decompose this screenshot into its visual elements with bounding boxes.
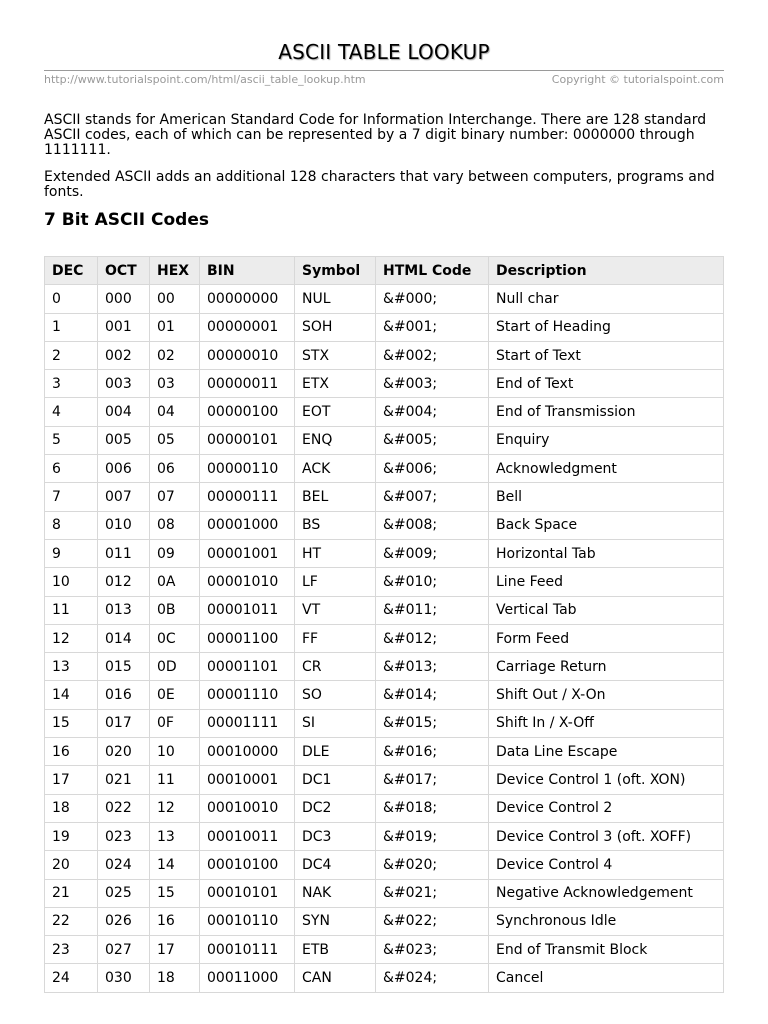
table-cell: End of Transmit Block bbox=[489, 936, 724, 964]
table-cell: 0A bbox=[150, 568, 200, 596]
table-cell: 00001110 bbox=[200, 681, 295, 709]
table-cell: 23 bbox=[45, 936, 98, 964]
table-cell: &#007; bbox=[376, 483, 489, 511]
table-cell: BS bbox=[295, 511, 376, 539]
table-cell: 18 bbox=[45, 794, 98, 822]
table-row bbox=[45, 822, 724, 850]
page-title: ASCII TABLE LOOKUP bbox=[278, 40, 490, 64]
table-cell: Back Space bbox=[489, 511, 724, 539]
table-cell: 18 bbox=[150, 964, 200, 992]
table-cell: 003 bbox=[98, 370, 150, 398]
table-cell: 6 bbox=[45, 455, 98, 483]
table-row bbox=[45, 681, 724, 709]
table-cell: &#021; bbox=[376, 879, 489, 907]
table-cell: 00010010 bbox=[200, 794, 295, 822]
table-cell: End of Transmission bbox=[489, 398, 724, 426]
table-body bbox=[45, 285, 724, 992]
table-cell: Horizontal Tab bbox=[489, 539, 724, 567]
table-cell: 00000111 bbox=[200, 483, 295, 511]
table-cell: EOT bbox=[295, 398, 376, 426]
table-row bbox=[45, 879, 724, 907]
table-row bbox=[45, 370, 724, 398]
table-cell: VT bbox=[295, 596, 376, 624]
table-cell: 00001011 bbox=[200, 596, 295, 624]
table-cell: Device Control 1 (oft. XON) bbox=[489, 766, 724, 794]
ascii-table bbox=[44, 256, 724, 993]
table-cell: 005 bbox=[98, 426, 150, 454]
table-cell: 021 bbox=[98, 766, 150, 794]
table-cell: 0C bbox=[150, 624, 200, 652]
table-cell: 00001001 bbox=[200, 539, 295, 567]
table-cell: 010 bbox=[98, 511, 150, 539]
table-cell: DC1 bbox=[295, 766, 376, 794]
table-cell: 13 bbox=[45, 653, 98, 681]
table-cell: &#008; bbox=[376, 511, 489, 539]
header-divider bbox=[44, 70, 724, 71]
table-cell: 07 bbox=[150, 483, 200, 511]
table-cell: Acknowledgment bbox=[489, 455, 724, 483]
table-cell: 0F bbox=[150, 709, 200, 737]
table-cell: 00001111 bbox=[200, 709, 295, 737]
table-cell: Start of Heading bbox=[489, 313, 724, 341]
table-cell: Form Feed bbox=[489, 624, 724, 652]
table-cell: &#004; bbox=[376, 398, 489, 426]
table-cell: 00010101 bbox=[200, 879, 295, 907]
table-cell: &#000; bbox=[376, 285, 489, 313]
table-cell: LF bbox=[295, 568, 376, 596]
table-cell: 06 bbox=[150, 455, 200, 483]
copyright-notice: Copyright © tutorialspoint.com bbox=[551, 73, 724, 86]
table-cell: 00010000 bbox=[200, 738, 295, 766]
column-header: DEC bbox=[45, 257, 98, 285]
table-cell: 017 bbox=[98, 709, 150, 737]
table-cell: 00010100 bbox=[200, 851, 295, 879]
table-cell: &#020; bbox=[376, 851, 489, 879]
table-cell: &#014; bbox=[376, 681, 489, 709]
table-cell: Device Control 3 (oft. XOFF) bbox=[489, 822, 724, 850]
table-cell: 12 bbox=[150, 794, 200, 822]
table-cell: 024 bbox=[98, 851, 150, 879]
table-cell: 24 bbox=[45, 964, 98, 992]
table-cell: &#023; bbox=[376, 936, 489, 964]
table-cell: 014 bbox=[98, 624, 150, 652]
column-header: OCT bbox=[98, 257, 150, 285]
table-cell: &#019; bbox=[376, 822, 489, 850]
table-cell: &#001; bbox=[376, 313, 489, 341]
extended-ascii-paragraph: Extended ASCII adds an additional 128 characters that vary between computers, programs and fonts. bbox=[44, 169, 715, 200]
column-header: HTML Code bbox=[376, 257, 489, 285]
table-cell: Enquiry bbox=[489, 426, 724, 454]
table-cell: 02 bbox=[150, 341, 200, 369]
table-cell: 00000000 bbox=[200, 285, 295, 313]
table-cell: SYN bbox=[295, 907, 376, 935]
table-cell: Cancel bbox=[489, 964, 724, 992]
table-cell: 004 bbox=[98, 398, 150, 426]
table-row bbox=[45, 851, 724, 879]
table-cell: 013 bbox=[98, 596, 150, 624]
table-cell: 10 bbox=[150, 738, 200, 766]
table-cell: 13 bbox=[150, 822, 200, 850]
table-cell: &#013; bbox=[376, 653, 489, 681]
table-row bbox=[45, 568, 724, 596]
table-cell: 0D bbox=[150, 653, 200, 681]
table-row bbox=[45, 907, 724, 935]
table-cell: Bell bbox=[489, 483, 724, 511]
table-cell: 00001101 bbox=[200, 653, 295, 681]
table-cell: DC4 bbox=[295, 851, 376, 879]
table-cell: &#006; bbox=[376, 455, 489, 483]
table-row bbox=[45, 455, 724, 483]
table-cell: End of Text bbox=[489, 370, 724, 398]
table-cell: 007 bbox=[98, 483, 150, 511]
table-cell: BEL bbox=[295, 483, 376, 511]
table-cell: ETB bbox=[295, 936, 376, 964]
table-cell: 015 bbox=[98, 653, 150, 681]
table-row bbox=[45, 398, 724, 426]
table-cell: 00001010 bbox=[200, 568, 295, 596]
table-cell: 17 bbox=[45, 766, 98, 794]
table-cell: Null char bbox=[489, 285, 724, 313]
table-cell: Data Line Escape bbox=[489, 738, 724, 766]
table-cell: &#022; bbox=[376, 907, 489, 935]
table-cell: 1 bbox=[45, 313, 98, 341]
table-cell: 001 bbox=[98, 313, 150, 341]
table-cell: Carriage Return bbox=[489, 653, 724, 681]
table-cell: 027 bbox=[98, 936, 150, 964]
table-cell: 020 bbox=[98, 738, 150, 766]
table-cell: 5 bbox=[45, 426, 98, 454]
table-cell: 00000110 bbox=[200, 455, 295, 483]
table-cell: 00000011 bbox=[200, 370, 295, 398]
table-cell: 0 bbox=[45, 285, 98, 313]
table-cell: 10 bbox=[45, 568, 98, 596]
table-cell: 20 bbox=[45, 851, 98, 879]
table-row bbox=[45, 539, 724, 567]
table-cell: 19 bbox=[45, 822, 98, 850]
table-cell: 09 bbox=[150, 539, 200, 567]
table-cell: Shift Out / X-On bbox=[489, 681, 724, 709]
table-cell: &#024; bbox=[376, 964, 489, 992]
table-row bbox=[45, 596, 724, 624]
table-cell: &#012; bbox=[376, 624, 489, 652]
table-cell: 00010111 bbox=[200, 936, 295, 964]
table-cell: 00011000 bbox=[200, 964, 295, 992]
table-cell: &#002; bbox=[376, 341, 489, 369]
table-cell: 00000100 bbox=[200, 398, 295, 426]
table-cell: ACK bbox=[295, 455, 376, 483]
table-cell: ENQ bbox=[295, 426, 376, 454]
table-row bbox=[45, 738, 724, 766]
source-url[interactable]: http://www.tutorialspoint.com/html/ascii_table_lookup.htm bbox=[44, 73, 366, 86]
table-cell: &#018; bbox=[376, 794, 489, 822]
table-cell: ETX bbox=[295, 370, 376, 398]
table-cell: 16 bbox=[150, 907, 200, 935]
table-cell: 03 bbox=[150, 370, 200, 398]
table-row bbox=[45, 341, 724, 369]
table-cell: 0E bbox=[150, 681, 200, 709]
table-cell: &#009; bbox=[376, 539, 489, 567]
table-cell: Shift In / X-Off bbox=[489, 709, 724, 737]
table-cell: 8 bbox=[45, 511, 98, 539]
table-cell: Synchronous Idle bbox=[489, 907, 724, 935]
table-row bbox=[45, 964, 724, 992]
table-cell: 14 bbox=[150, 851, 200, 879]
table-cell: 01 bbox=[150, 313, 200, 341]
table-cell: CAN bbox=[295, 964, 376, 992]
table-cell: 21 bbox=[45, 879, 98, 907]
table-row bbox=[45, 794, 724, 822]
table-cell: 002 bbox=[98, 341, 150, 369]
table-cell: 04 bbox=[150, 398, 200, 426]
table-cell: Device Control 2 bbox=[489, 794, 724, 822]
table-cell: 16 bbox=[45, 738, 98, 766]
table-row bbox=[45, 511, 724, 539]
table-cell: DLE bbox=[295, 738, 376, 766]
table-cell: 9 bbox=[45, 539, 98, 567]
table-cell: Device Control 4 bbox=[489, 851, 724, 879]
table-cell: STX bbox=[295, 341, 376, 369]
table-cell: 022 bbox=[98, 794, 150, 822]
table-cell: SI bbox=[295, 709, 376, 737]
table-cell: 00000101 bbox=[200, 426, 295, 454]
column-header: Description bbox=[489, 257, 724, 285]
table-cell: DC2 bbox=[295, 794, 376, 822]
table-cell: 00001000 bbox=[200, 511, 295, 539]
table-row bbox=[45, 624, 724, 652]
table-cell: 12 bbox=[45, 624, 98, 652]
column-header: Symbol bbox=[295, 257, 376, 285]
table-cell: HT bbox=[295, 539, 376, 567]
table-cell: 7 bbox=[45, 483, 98, 511]
table-row bbox=[45, 426, 724, 454]
table-cell: 2 bbox=[45, 341, 98, 369]
table-cell: 000 bbox=[98, 285, 150, 313]
table-cell: NAK bbox=[295, 879, 376, 907]
table-cell: 030 bbox=[98, 964, 150, 992]
table-cell: 05 bbox=[150, 426, 200, 454]
table-cell: 011 bbox=[98, 539, 150, 567]
table-cell: 026 bbox=[98, 907, 150, 935]
table-cell: 0B bbox=[150, 596, 200, 624]
table-cell: &#010; bbox=[376, 568, 489, 596]
table-cell: 4 bbox=[45, 398, 98, 426]
table-cell: DC3 bbox=[295, 822, 376, 850]
intro-paragraph: ASCII stands for American Standard Code for Information Interchange. There are 128 standard ASCII codes, each of which can be represented by a 7 digit binary number: 0000000 through 1111111. bbox=[44, 112, 707, 158]
table-header-row bbox=[45, 257, 724, 285]
table-cell: 00000010 bbox=[200, 341, 295, 369]
table-cell: 006 bbox=[98, 455, 150, 483]
table-cell: NUL bbox=[295, 285, 376, 313]
column-header: HEX bbox=[150, 257, 200, 285]
table-cell: 11 bbox=[45, 596, 98, 624]
table-cell: 15 bbox=[150, 879, 200, 907]
table-cell: Line Feed bbox=[489, 568, 724, 596]
table-row bbox=[45, 709, 724, 737]
table-cell: 00000001 bbox=[200, 313, 295, 341]
table-cell: 00010001 bbox=[200, 766, 295, 794]
table-cell: &#016; bbox=[376, 738, 489, 766]
table-cell: Negative Acknowledgement bbox=[489, 879, 724, 907]
table-cell: &#017; bbox=[376, 766, 489, 794]
table-cell: 016 bbox=[98, 681, 150, 709]
table-cell: 15 bbox=[45, 709, 98, 737]
table-row bbox=[45, 653, 724, 681]
table-cell: 012 bbox=[98, 568, 150, 596]
table-cell: 17 bbox=[150, 936, 200, 964]
table-cell: SO bbox=[295, 681, 376, 709]
table-cell: Start of Text bbox=[489, 341, 724, 369]
table-cell: FF bbox=[295, 624, 376, 652]
table-cell: 3 bbox=[45, 370, 98, 398]
table-cell: &#015; bbox=[376, 709, 489, 737]
table-cell: CR bbox=[295, 653, 376, 681]
table-row bbox=[45, 285, 724, 313]
table-cell: Vertical Tab bbox=[489, 596, 724, 624]
table-cell: 22 bbox=[45, 907, 98, 935]
column-header: BIN bbox=[200, 257, 295, 285]
table-cell: &#011; bbox=[376, 596, 489, 624]
table-row bbox=[45, 483, 724, 511]
table-cell: 00 bbox=[150, 285, 200, 313]
section-heading: 7 Bit ASCII Codes bbox=[44, 210, 209, 230]
table-cell: &#005; bbox=[376, 426, 489, 454]
table-row bbox=[45, 766, 724, 794]
table-cell: 08 bbox=[150, 511, 200, 539]
table-cell: 11 bbox=[150, 766, 200, 794]
table-cell: 00001100 bbox=[200, 624, 295, 652]
table-cell: &#003; bbox=[376, 370, 489, 398]
table-cell: 14 bbox=[45, 681, 98, 709]
table-cell: 00010011 bbox=[200, 822, 295, 850]
table-cell: SOH bbox=[295, 313, 376, 341]
table-row bbox=[45, 313, 724, 341]
table-cell: 00010110 bbox=[200, 907, 295, 935]
table-cell: 025 bbox=[98, 879, 150, 907]
table-cell: 023 bbox=[98, 822, 150, 850]
table-row bbox=[45, 936, 724, 964]
